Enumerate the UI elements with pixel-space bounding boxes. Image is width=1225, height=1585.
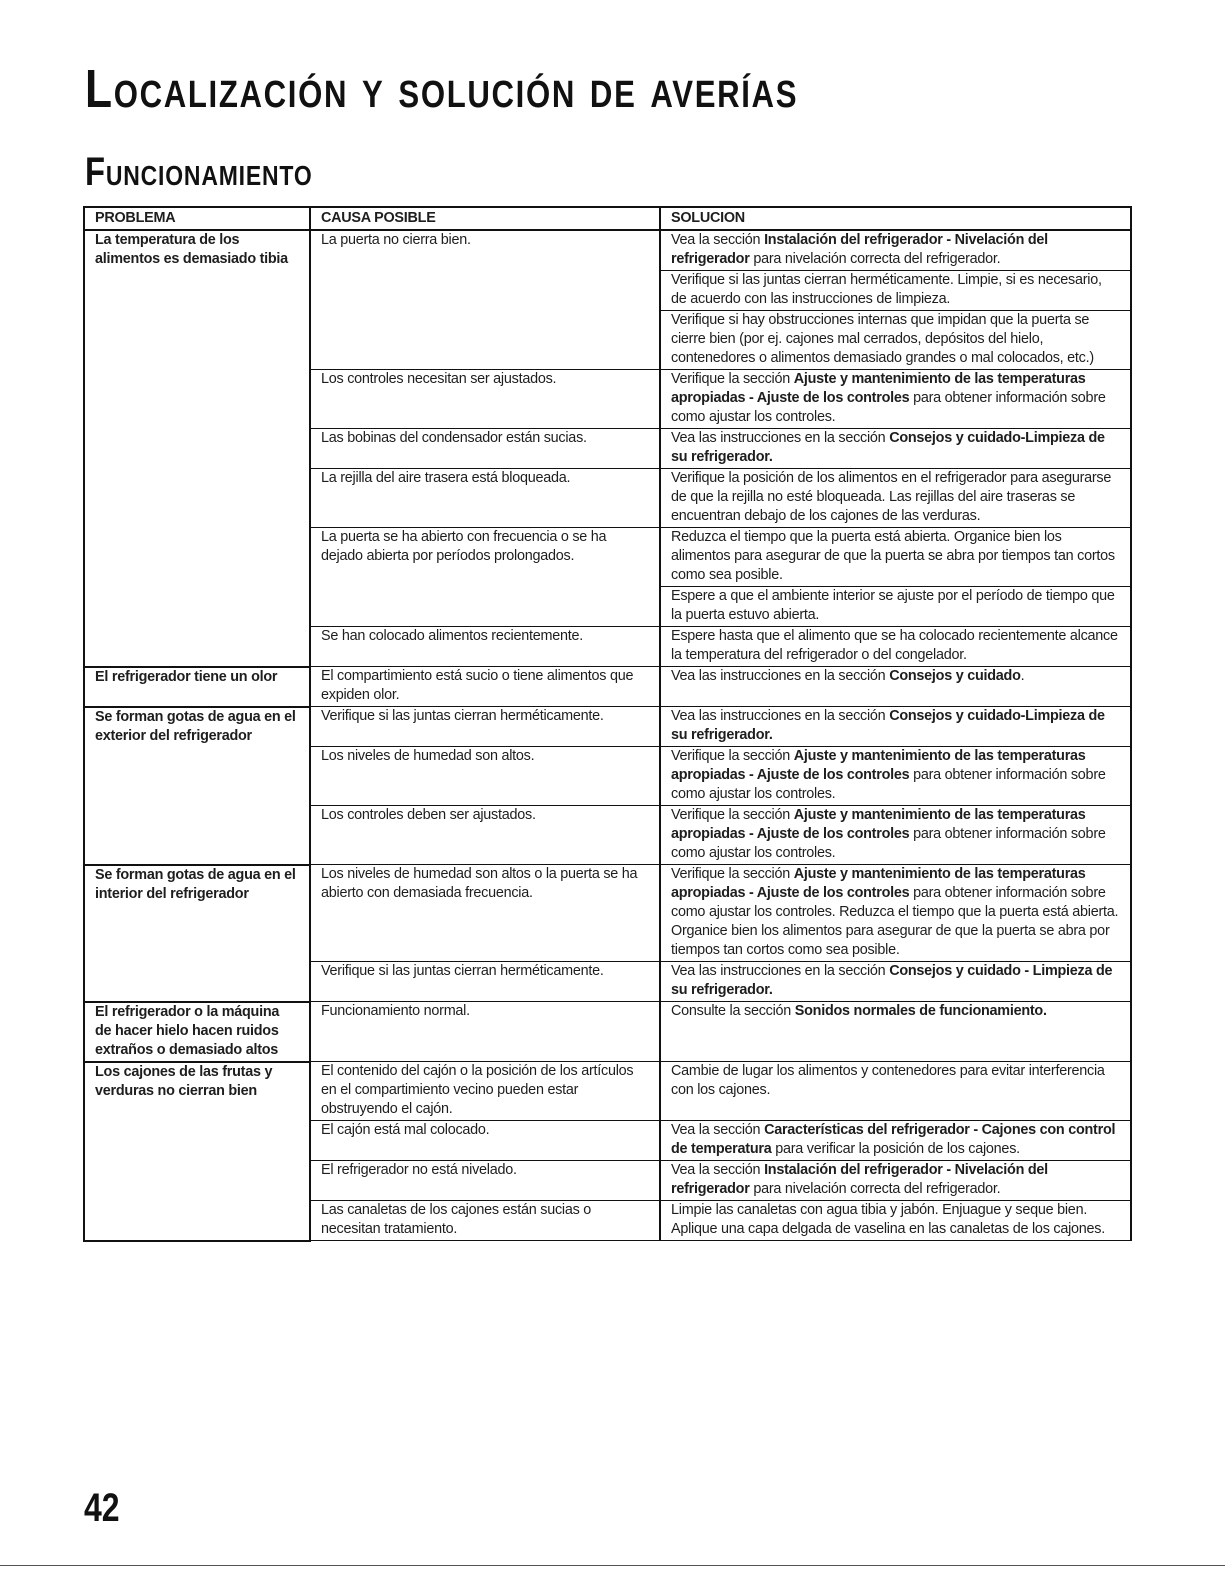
solution-text: Espere a que el ambiente interior se ajuste por el período de tiempo que la puerta estuvo abierta. [671,588,1115,623]
header-problem: PROBLEMA [84,207,310,230]
solution-reference: Consejos y cuidado-Limpieza de su refrigerador. [671,430,1105,465]
solution-text: para obtener información sobre como ajustar los controles. [671,390,1106,425]
cause-cell: Funcionamiento normal. [310,1002,660,1062]
solution-cell [660,1062,1131,1121]
solution-text: Verifique la posición de los alimentos en el refrigerador para asegurarse de que la rejilla no esté bloqueada. Las rejillas del aire traseras se encuentran debajo de los cajones de las verduras. [671,470,1112,524]
solution-cell [660,587,1131,627]
cause-cell: Verifique si las juntas cierran herméticamente. [310,707,660,747]
solution-text: Verifique si hay obstrucciones internas que impidan que la puerta se cierre bien (por ej. cajones mal cerrados, depósitos del hielo, contenedores o alimentos demasiado grandes o mal colocados, etc.) [671,312,1094,366]
solution-reference: Consejos y cuidado-Limpieza de su refrigerador. [671,708,1105,743]
solution-text: Reduzca el tiempo que la puerta está abierta. Organice bien los alimentos para asegurar de que la puerta se abra por tiempos tan cortos como sea posible. [671,529,1115,583]
table-row [84,1062,1131,1121]
solution-cell [660,865,1131,962]
solution-text: para obtener información sobre como ajustar los controles. Reduzca el tiempo que la puerta está abierta. Organice bien los alimentos para asegurar de que la puerta se abra por tiempos tan cortos como sea posible. [671,885,1119,958]
table-row [84,865,1131,962]
solution-text: Vea las instrucciones en la sección [671,963,890,979]
cause-cell: Los niveles de humedad son altos o la puerta se ha abierto con demasiada frecuencia. [310,865,660,962]
solution-reference: Ajuste y mantenimiento de las temperaturas apropiadas - Ajuste de los controles [671,371,1086,406]
problem-cell: El refrigerador o la máquina de hacer hielo hacen ruidos extraños o demasiado altos [84,1002,310,1062]
table-row [84,1002,1131,1062]
solution-cell [660,230,1131,271]
solution-cell [660,627,1131,667]
cause-cell: El contenido del cajón o la posición de los artículos en el compartimiento vecino pueden estar obstruyendo el cajón. [310,1062,660,1121]
solution-text: para nivelación correcta del refrigerador. [749,1181,1001,1197]
solution-cell [660,806,1131,865]
problem-cell: Se forman gotas de agua en el interior del refrigerador [84,865,310,1002]
solution-reference: Ajuste y mantenimiento de las temperaturas apropiadas - Ajuste de los controles [671,866,1086,901]
cause-cell: El cajón está mal colocado. [310,1121,660,1161]
solution-text: Consulte la sección [671,1003,795,1019]
solution-cell [660,311,1131,370]
solution-cell [660,962,1131,1002]
solution-reference: Características del refrigerador - Cajones con control de temperatura [671,1122,1116,1157]
solution-cell [660,1002,1131,1062]
cause-cell: La rejilla del aire trasera está bloqueada. [310,469,660,528]
cause-cell: Las bobinas del condensador están sucias. [310,429,660,469]
solution-cell [660,707,1131,747]
cause-cell: Verifique si las juntas cierran herméticamente. [310,962,660,1002]
solution-text: para verificar la posición de los cajones. [771,1141,1020,1157]
solution-text: Verifique la sección [671,371,794,387]
header-cause: CAUSA POSIBLE [310,207,660,230]
solution-cell [660,667,1131,707]
solution-cell [660,370,1131,429]
solution-text: para obtener información sobre como ajustar los controles. [671,767,1106,802]
header-row [84,207,1131,230]
solution-cell [660,271,1131,311]
problem-cell: Los cajones de las frutas y verduras no cierran bien [84,1062,310,1241]
solution-reference: Instalación del refrigerador - Nivelación del refrigerador [671,232,1048,267]
solution-cell [660,429,1131,469]
cause-cell: Se han colocado alimentos recientemente. [310,627,660,667]
solution-reference: Sonidos normales de funcionamiento. [794,1003,1047,1019]
table-row [84,230,1131,271]
table-row [84,707,1131,747]
solution-cell [660,528,1131,587]
solution-cell [660,1201,1131,1241]
solution-text: para obtener información sobre como ajustar los controles. [671,826,1106,861]
section-title: Funcionamiento [85,150,313,194]
cause-cell: La puerta no cierra bien. [310,230,660,370]
header-solution: SOLUCION [660,207,1131,230]
solution-text: Cambie de lugar los alimentos y contenedores para evitar interferencia con los cajones. [671,1063,1105,1098]
problem-cell: La temperatura de los alimentos es demasiado tibia [84,230,310,667]
solution-text: Vea las instrucciones en la sección [671,430,890,446]
cause-cell: El refrigerador no está nivelado. [310,1161,660,1201]
problem-cell: Se forman gotas de agua en el exterior del refrigerador [84,707,310,865]
cause-cell: La puerta se ha abierto con frecuencia o se ha dejado abierta por períodos prolongados. [310,528,660,627]
cause-cell: El compartimiento está sucio o tiene alimentos que expiden olor. [310,667,660,707]
solution-text: Espere hasta que el alimento que se ha colocado recientemente alcance la temperatura del refrigerador o del congelador. [671,628,1118,663]
troubleshooting-table [83,206,1132,1242]
solution-cell [660,1161,1131,1201]
solution-cell [660,469,1131,528]
solution-text: Verifique la sección [671,866,794,882]
solution-text: para nivelación correcta del refrigerador. [749,251,1001,267]
table-body [84,230,1131,1241]
solution-text: Vea la sección [671,1162,765,1178]
solution-reference: Consejos y cuidado - Limpieza de su refrigerador. [671,963,1113,998]
problem-cell: El refrigerador tiene un olor [84,667,310,707]
table-header [84,207,1131,230]
solution-reference: Ajuste y mantenimiento de las temperaturas apropiadas - Ajuste de los controles [671,748,1086,783]
page-number: 42 [84,1486,120,1530]
solution-text: Vea las instrucciones en la sección [671,668,890,684]
solution-text: Verifique la sección [671,807,794,823]
solution-text: Vea la sección [671,1122,765,1138]
page-title: Localización y solución de averías [85,59,799,119]
solution-reference: Consejos y cuidado [889,668,1021,684]
table-row [84,667,1131,707]
solution-text: Vea la sección [671,232,765,248]
solution-cell [660,747,1131,806]
solution-text: Limpie las canaletas con agua tibia y jabón. Enjuague y seque bien. Aplique una capa delgada de vaselina en las canaletas de los cajones. [671,1202,1105,1237]
footer-rule [0,1565,1225,1566]
solution-cell [660,1121,1131,1161]
cause-cell: Los controles deben ser ajustados. [310,806,660,865]
cause-cell: Los controles necesitan ser ajustados. [310,370,660,429]
solution-text: Verifique si las juntas cierran herméticamente. Limpie, si es necesario, de acuerdo con las instrucciones de limpieza. [671,272,1102,307]
cause-cell: Las canaletas de los cajones están sucias o necesitan tratamiento. [310,1201,660,1241]
solution-text: Vea las instrucciones en la sección [671,708,890,724]
solution-reference: Ajuste y mantenimiento de las temperaturas apropiadas - Ajuste de los controles [671,807,1086,842]
solution-text: . [1020,668,1025,684]
solution-text: Verifique la sección [671,748,794,764]
cause-cell: Los niveles de humedad son altos. [310,747,660,806]
solution-reference: Instalación del refrigerador - Nivelación del refrigerador [671,1162,1048,1197]
